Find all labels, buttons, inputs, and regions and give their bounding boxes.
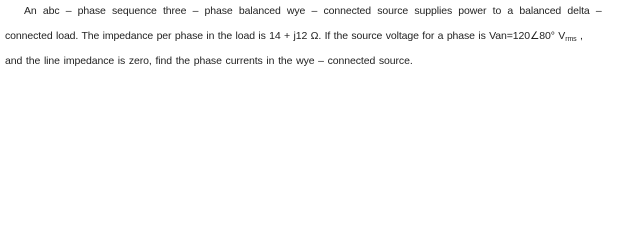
problem-line-2-text: connected load. The impedance per phase in the load is 14 + j12 Ω. If the source voltage for a phase is Van=120∠80° V — [5, 30, 566, 42]
problem-line-1: An abc – phase sequence three – phase balanced wye – connected source supplies power to a balanced delta – — [24, 5, 602, 17]
problem-line-3: and the line impedance is zero, find the phase currents in the wye – connected source. — [5, 55, 413, 67]
problem-line-2-end: , — [576, 30, 583, 42]
problem-line-2 — [5, 29, 583, 47]
problem-statement — [0, 0, 641, 77]
rms-subscript: rms — [565, 36, 577, 43]
